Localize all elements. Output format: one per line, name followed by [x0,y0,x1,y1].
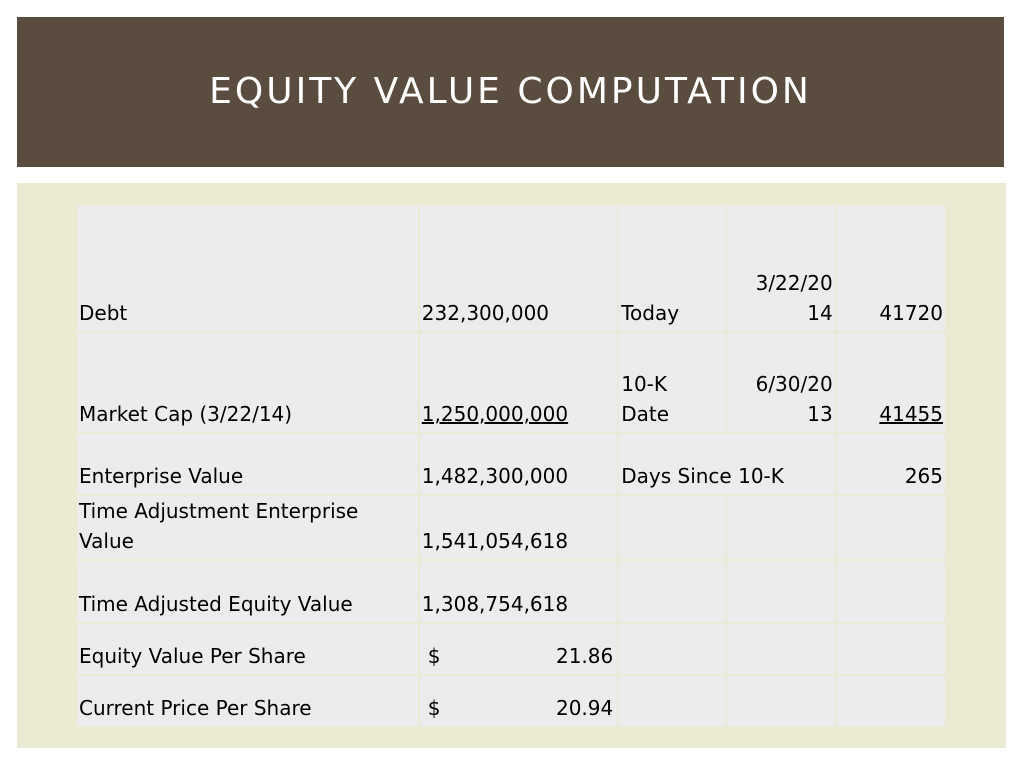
row-value: 1,250,000,000 [420,333,617,432]
row-value: 1,482,300,000 [420,434,617,494]
tenk-serial: 41455 [837,333,945,432]
row-value: 232,300,000 [420,205,617,331]
row-label-line1: Time Adjustment Enterprise [79,499,359,523]
today-serial: 41720 [837,205,945,331]
days-since-value: 265 [837,434,945,494]
table-row-equity-per-share [77,624,945,674]
title-banner [17,17,1004,167]
tenk-date-label-line2: Date [621,402,670,426]
row-label: Current Price Per Share [77,676,418,726]
empty-cell [727,676,834,726]
tenk-date-label-line1: 10-K [621,372,668,396]
row-value: 1,541,054,618 [420,496,617,559]
today-date-line1: 3/22/20 [755,271,833,295]
empty-cell [837,496,945,559]
empty-cell [619,624,725,674]
empty-cell [837,624,945,674]
content-area [17,183,1006,748]
empty-cell [727,561,834,622]
equity-value-table [75,203,947,728]
row-label: Enterprise Value [77,434,418,494]
slide-title: EQUITY VALUE COMPUTATION [209,70,812,112]
today-date-line2: 14 [807,301,833,325]
tenk-date-line2: 13 [807,402,833,426]
empty-cell [619,676,725,726]
row-value [420,676,617,726]
row-label: Equity Value Per Share [77,624,418,674]
empty-cell [837,676,945,726]
table-row-time-adjusted-ev [77,496,945,559]
row-value: 1,308,754,618 [420,561,617,622]
row-label [77,496,418,559]
currency-symbol: $ [427,644,441,668]
row-label-line2: Value [79,529,134,553]
empty-cell [727,624,834,674]
table-row-current-price [77,676,945,726]
empty-cell [619,496,725,559]
amount: 21.86 [555,644,614,668]
tenk-date-label [619,333,725,432]
empty-cell [727,496,834,559]
row-label: Debt [77,205,418,331]
empty-cell [837,561,945,622]
tenk-date-line1: 6/30/20 [755,372,833,396]
row-label: Time Adjusted Equity Value [77,561,418,622]
table-row-time-adjusted-equity [77,561,945,622]
empty-cell [619,561,725,622]
row-value [420,624,617,674]
table-row-market-cap [77,333,945,432]
days-since-label: Days Since 10-K [619,434,834,494]
today-label: Today [619,205,725,331]
currency-symbol: $ [427,696,441,720]
row-label: Market Cap (3/22/14) [77,333,418,432]
today-date [727,205,834,331]
table-row-debt [77,205,945,331]
amount: 20.94 [555,696,614,720]
table-row-enterprise-value [77,434,945,494]
tenk-date [727,333,834,432]
